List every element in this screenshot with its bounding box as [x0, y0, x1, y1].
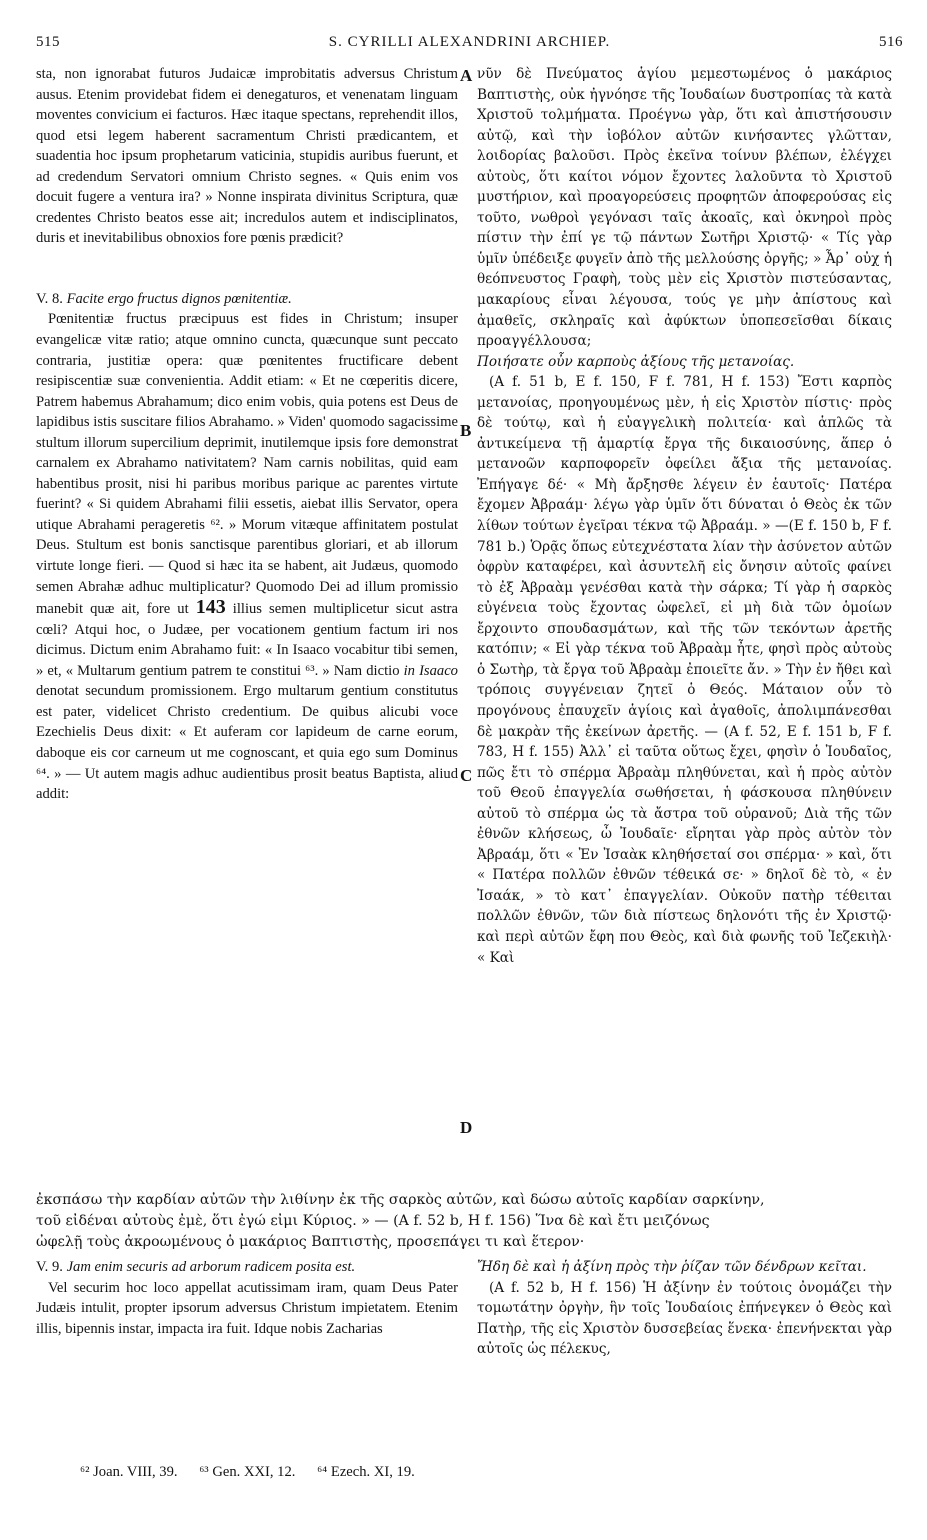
footnote-64: ⁶⁴ Ezech. XI, 19. [317, 1464, 415, 1480]
greek-heading-v8 [477, 352, 892, 373]
greek-heading-v9 [477, 1257, 892, 1278]
spanning-line-3: ὠφελῇ τοὺς ἀκροωμένους ὁ μακάριος Βαπτιστὴς, προσεπάγει τι καὶ ἕτερον· [36, 1234, 585, 1250]
latin-heading-v9 [36, 1257, 458, 1278]
latin-italic-in-isaaco: in Isaaco [403, 662, 458, 679]
column-number-143: 143 [195, 596, 226, 619]
footnote-63: ⁶³ Gen. XXI, 12. [199, 1464, 296, 1480]
latin-verse-text-8: Facite ergo fructus dignos pœnitentiæ. [66, 290, 292, 307]
latin-paragraph-2 [36, 309, 458, 804]
greek-paragraph-1: νῦν δὲ Πνεύματος ἁγίου μεμεστωμένος ὁ μακάριος Βαπτιστὴς, οὐκ ἠγνόησε τῆς Ἰουδαίων δυστροπίας τὰ κατὰ Χριστοῦ τολμήματα. Προέγνω γὰρ, ὅτι καὶ ἀπιστήσουσιν αὐτῷ, καὶ τὴν ἰοβόλον αὐτῶν κινήσαντες γλῶτταν, λοιδορίας βαλοῦσι. Πρὸς ἐκεῖνα τοίνυν βλέπων, ἐλέγχει αὐτοὺς, ὅτι καίτοι νόμον ἔχοντες λαλοῦντα τὸ Χριστοῦ μυστήριον, καὶ προαγορεύσεις προφητῶν ἀποφερούσας εἰς τοῦτο, νωθροὶ γεγόνασι ταῖς ἀκοαῖς, καὶ ὀκνηροὶ πρὸς πίστιν τὴν ἐπί γε τῷ πάντων Σωτῆρι Χριστῷ· « Τίς γὰρ ὑμῖν ὑπέδειξε φυγεῖν ἀπὸ τῆς μελλούσης ὀργῆς; » Ἆρ᾽ οὐχ ἡ θεόπνευστος Γραφὴ, τοὺς μὲν εἰς Χριστὸν πιστεύσαντας, μακαρίους εἶναι λέγουσα, τούς γε μὴν ἀπίστους καὶ ἀμαθεῖς, σκληραῖς καὶ ἀφύκτων ὑποπεσεῖσθαι δίκαις προαγγέλλουσα; [477, 66, 892, 350]
greek-verse-text-9: Ἤδη δὲ καὶ ἡ ἀξίνη πρὸς τὴν ῥίζαν τῶν δένδρων κεῖται. [477, 1259, 867, 1275]
latin-paragraph-2c: denotat secundum promissionem. Ergo multarum gentium constitutus est pater, videlicet Christo credentium. De quibus alicubi voce Ezechielis Deus dixit: « Et auferam cor lapideum de carne eorum, daboque eis cor carneum ut me cognoscant, et quia ego sum Dominus ⁶⁴. » — Ut autem magis adhuc audientibus prosit beatus Baptista, aliud addit: [36, 683, 458, 803]
spanning-line-1: ἐκσπάσω τὴν καρδίαν αὐτῶν τὴν λιθίνην ἐκ τῆς σαρκὸς αὐτῶν, καὶ δώσω αὐτοῖς καρδίαν σαρκίνην, [36, 1192, 765, 1208]
greek-column-bottom [477, 1257, 892, 1435]
section-marker-a: A [460, 66, 473, 85]
section-marker-b: B [460, 421, 472, 440]
latin-paragraph-2b: illius semen multiplicetur sicut astra cœli? Atqui hoc, o Judæe, per vocationem gentium factum iri nos dicimus. Dictum enim Abrahamo fuit: « In Isaaco vocabitur tibi semen, » et, « Multarum gentium patrem te constitui ⁶³. » Nam dictio [36, 601, 458, 679]
greek-paragraph-3: (A f. 52 b, H f. 156) Ἡ ἀξίνην ἐν τούτοις ὀνομάζει τὴν τομωτάτην ὀργὴν, ἣν τοῖς Ἰουδαίοις ἐπήνεγκεν ὁ Θεὸς καὶ Πατὴρ, τῆς εἰς Χριστὸν δυσσεβείας ἕνεκα· ἐπενήνεκται γὰρ αὐτοῖς ὡς πέλεκυς, [477, 1279, 892, 1358]
latin-paragraph-2a: Pœnitentiæ fructus præcipuus est fides in Christum; insuper evangelicæ vitæ ratio; atque omnino cuncta, quæcunque sunt peccato contraria, justitiæ opera: quæ pœnitentes fructificare debent resipiscentiæ suæ convenientia. Addit etiam: « Et ne cœperitis dicere, Patrem habemus Abrahamum; dico enim vobis, quia potens est Deus de lapidibus istis suscitare filios Abrahamo. » Viden' quomodo sagacissime stultum illorum supercilium deprimit, inutilemque ipsis fore demonstrat carnalem ex Abrahamo nativitatem? Nam carnis nobilitas, quid eam habentibus prosit, nisi hi paribus moribus parique ac parentes virtute fuerint? « Si quidem Abrahami filii essetis, aiebat illis Servator, opera utique Abrahami perageretis ⁶². » Morum vitæque affinitatem postulat Deus. Stultum est bonis sanctisque parentibus gloriari, et ab illorum virtute longe fieri. — Quod si hæc ita se habent, ait Judæus, quomodo semen Abrahæ adhuc multiplicatur? Quomodo Dei ad illum promissio manebit quæ ait, fore ut [36, 311, 458, 618]
latin-paragraph-1: sta, non ignorabat futuros Judaicæ improbitatis adversus Christum ausus. Etenim providebat fidem ei denegaturos, et venenatam linguam moventes convicium ei facturos. Hæc itaque spectans, reprehendit illos, quod etsi legem haberent sacramentum Christi prædicantem, et suadentia hoc ipsum prophetarum vaticinia, stupidis auribus fuerunt, et ad credendum Servatori omnium Christo segnes. « Quis enim vos docuit fugere a ventura ira? » Nonne inspirata divinitus Scriptura, quæ credentes Christo beatos esse ait; incredulos autem et indisciplinatos, duris et inevitabilibus obnoxios fore pœnis prædicit? [36, 66, 458, 247]
latin-heading-v8 [36, 289, 458, 310]
greek-verse-text-8: Ποιήσατε οὖν καρποὺς ἀξίους τῆς μετανοίας. [477, 353, 795, 370]
latin-verse-text-9: Jam enim securis ad arborum radicem posita est. [66, 1259, 356, 1275]
running-title: S. CYRILLI ALEXANDRINI ARCHIEP. [328, 34, 611, 50]
latin-verse-number-8: V. 8. [36, 290, 63, 307]
latin-column-bottom [36, 1257, 458, 1435]
spanning-line-2: τοῦ εἰδέναι αὐτοὺς ἐμὲ, ὅτι ἐγώ εἰμι Κύριος. » — (A f. 52 b, H f. 156) Ἵνα δὲ καὶ ἔτι μειζόνως [36, 1213, 710, 1229]
footnote-62: ⁶² Joan. VIII, 39. [80, 1464, 178, 1480]
section-marker-d: D [460, 1118, 473, 1137]
latin-paragraph-3: Vel securim hoc loco appellat acutissimam iram, quam Deus Pater Judæis intulit, propter ipsorum adversus Christum impietatem. Etenim illis, bipennis instar, impacta ira fuit. Idque nobis Zacharias [36, 1279, 458, 1337]
left-page-number: 515 [36, 34, 60, 50]
section-marker-c: C [460, 766, 473, 785]
footnotes [80, 1464, 433, 1481]
greek-paragraph-2: (A f. 51 b, E f. 150, F f. 781, H f. 153) Ἔστι καρπὸς μετανοίας, προηγουμένως μὲν, ἡ εἰς Χριστὸν πίστις· πρὸς δὲ τούτῳ, καὶ ἡ εὐαγγελικὴ πολιτεία· καὶ ἁπλῶς τὰ ἀντικείμενα τῇ ἁμαρτίᾳ ἔργα τῆς δικαιοσύνης, ἅπερ ὁ μετανοῶν καρποφορεῖν ὀφείλει ἄξια τῆς μετανοίας. Ἐπήγαγε δέ· « Μὴ ἄρξησθε λέγειν ἐν ἑαυτοῖς· Πατέρα ἔχομεν Ἀβραάμ· λέγω γὰρ ὑμῖν ὅτι δύναται ὁ Θεὸς ἐκ τῶν λίθων τούτων ἐγεῖραι τέκνα τῷ Ἀβραάμ. » —(E f. 150 b, F f. 781 b.) Ὁρᾷς ὅπως εὐτεχνέστατα λίαν τὴν ἀσύνετον αὐτῶν ὀφρὺν καταφέρει, καὶ ἀσυντελῆ εἰς ὄνησιν αὐτοῖς φαίνει τὸ ἐξ Ἀβραὰμ γενέσθαι κατὰ τὴν σάρκα; Τί γὰρ ἡ σαρκὸς εὐγένεια τοὺς ἔχοντας ὠφελεῖ, εἰ μὴ διὰ τῶν ὁμοίων ἔρχοιντο σπουδασμάτων, καὶ τῆς τῶν τεκόντων ἀρετῆς κατόπιν; « Εἰ γὰρ τέκνα τοῦ Ἀβραὰμ ἦτε, φησὶ πρὸς αὐτοὺς ὁ Σωτὴρ, τὰ ἔργα τοῦ Ἀβραὰμ ἐποιεῖτε ἄν. » Τὴν ἐν ἤθει καὶ τρόποις συγγένειαν ζητεῖ ὁ Θεός. Μάταιον οὖν τὸ προγόνους ἐπαυχεῖν ἁγίοις καὶ ἀγαθοῖς, ἀπολιμπάνεσθαι δὲ μακρὰν τῆς ἐκείνων ἀρετῆς. — (A f. 52, E f. 151 b, F f. 783, H f. 155) Ἀλλ᾽ εἰ ταῦτα οὕτως ἔχει, φησὶν ὁ Ἰουδαῖος, πῶς ἔτι τὸ σπέρμα Ἀβραὰμ πληθύνεται, καὶ ἡ πρὸς αὐτὸν τοῦ Θεοῦ ἐπαγγελία σωθήσεται, ἡ φάσκουσα πληθύνειν αὐτοῦ τὸ σπέρμα ὡς τὰ ἄστρα τοῦ οὐρανοῦ; Διὰ τῆς τῶν ἐθνῶν κλήσεως, ὦ Ἰουδαῖε· εἴρηται γὰρ πρὸς αὐτὸν τὸν Ἀβραάμ, ὅτι « Ἐν Ἰσαὰκ κληθήσεταί σοι σπέρμα· » καὶ, ὅτι « Πατέρα πολλῶν ἐθνῶν τέθεικά σε· » δηλοῖ δὲ τὸ, « ἐν Ἰσαάκ, » τὸ κατ᾽ ἐπαγγελίαν. Οὐκοῦν πατὴρ τέθειται πολλῶν ἐθνῶν, τῶν διὰ πίστεως δηλονότι τῆς ἐν Χριστῷ· καὶ περὶ αὐτῶν ἔφη που Θεὸς, καὶ διὰ φωνῆς τοῦ Ἰεζεκιὴλ· « Καὶ [477, 374, 892, 966]
page-header [36, 34, 903, 60]
latin-verse-number-9: V. 9. [36, 1259, 63, 1275]
right-page-number: 516 [879, 34, 903, 50]
